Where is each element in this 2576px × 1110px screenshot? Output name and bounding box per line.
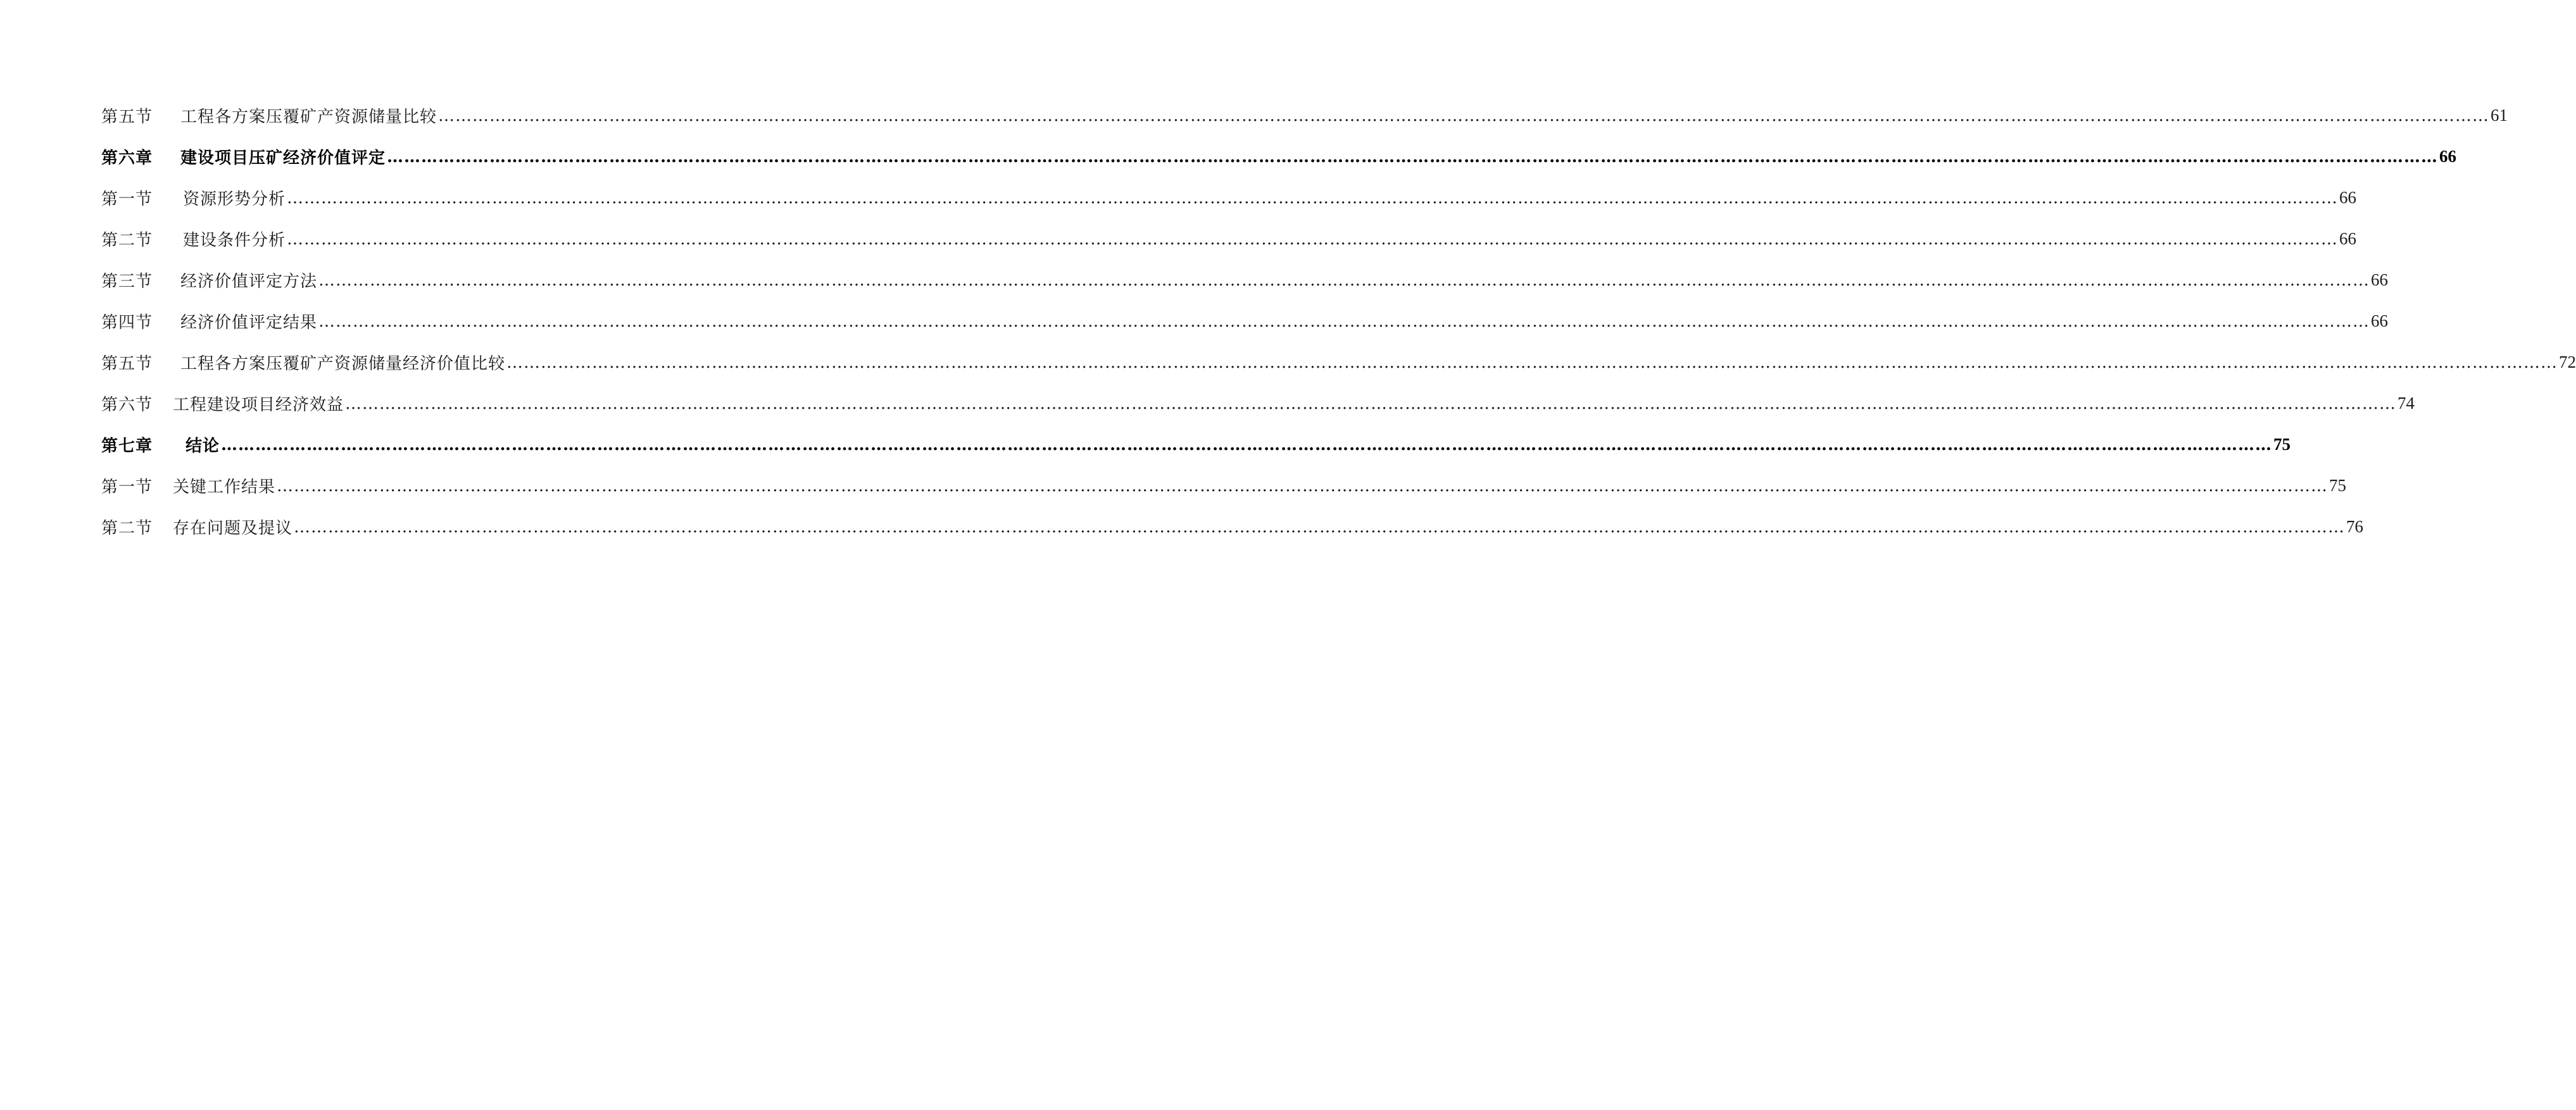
toc-entry-label: 第七章 [101, 437, 153, 456]
toc-dot-leader: ……………………………………………………………………………………………………………………………………………………………………………………………………………………………………………………………………………………………………………………………… [345, 394, 2397, 413]
toc-entry-title: 工程建设项目经济效益 [173, 396, 344, 415]
toc-entry-page-number: 74 [2397, 394, 2415, 413]
toc-entry-page-number: 61 [2491, 106, 2508, 125]
toc-entry-page-number: 66 [2371, 270, 2389, 289]
toc-entry-label: 第五节 [101, 108, 153, 127]
toc-section-entry [101, 218, 2357, 259]
toc-entry-label: 第一节 [101, 190, 153, 209]
toc-entry-title: 关键工作结果 [173, 478, 276, 497]
toc-entry-label: 第六章 [101, 149, 153, 168]
toc-dot-leader: ……………………………………………………………………………………………………………………………………………………………………………………………………………………………………………………………………………………………………………………………… [438, 106, 2490, 125]
toc-entry-label: 第五节 [101, 354, 153, 373]
toc-entry-label: 第一节 [101, 478, 153, 497]
toc-chapter-entry [101, 424, 2291, 465]
toc-section-entry [101, 301, 2389, 342]
toc-entry-page-number: 75 [2273, 435, 2291, 454]
toc-dot-leader: ……………………………………………………………………………………………………………………………………………………………………………………………………………………………………………………………………………………………………………………………… [294, 517, 2346, 537]
toc-section-entry [101, 177, 2357, 218]
toc-section-entry [101, 506, 2364, 547]
toc-dot-leader: ……………………………………………………………………………………………………………………………………………………………………………………………………………………………………………………………………………………………………………………………… [506, 352, 2558, 372]
toc-entry-page-number: 66 [2371, 311, 2389, 330]
toc-dot-leader: ……………………………………………………………………………………………………………………………………………………………………………………………………………………………………………………………………………………………………………………………… [387, 147, 2439, 166]
toc-entry-title: 经济价值评定方法 [180, 272, 318, 291]
toc-entry-page-number: 72 [2559, 352, 2576, 371]
toc-entry-title: 建设项目压矿经济价值评定 [180, 149, 386, 168]
toc-dot-leader: ……………………………………………………………………………………………………………………………………………………………………………………………………………………………………………………………………………………………………………………………… [277, 476, 2328, 496]
toc-section-entry [101, 95, 2508, 136]
toc-entry-page-number: 66 [2339, 188, 2357, 207]
toc-entry-page-number: 75 [2329, 476, 2347, 495]
toc-entry-page-number: 66 [2439, 147, 2457, 166]
toc-section-entry [101, 259, 2389, 301]
toc-entry-title: 工程各方案压覆矿产资源储量比较 [180, 108, 437, 127]
toc-entry-title: 资源形势分析 [183, 190, 286, 209]
toc-entry-title: 存在问题及提议 [173, 519, 293, 538]
toc-dot-leader: ……………………………………………………………………………………………………………………………………………………………………………………………………………………………………………………………………………………………………………………………… [318, 270, 2370, 290]
toc-entry-title: 结论 [185, 437, 220, 456]
table-of-contents [101, 95, 2576, 547]
toc-entry-label: 第四节 [101, 313, 153, 332]
toc-entry-label: 第二节 [101, 519, 153, 538]
toc-entry-page-number: 76 [2346, 517, 2364, 536]
toc-section-entry [101, 465, 2347, 506]
toc-entry-label: 第三节 [101, 272, 153, 291]
toc-entry-title: 经济价值评定结果 [180, 313, 318, 332]
toc-entry-title: 建设条件分析 [183, 231, 286, 250]
toc-dot-leader: ……………………………………………………………………………………………………………………………………………………………………………………………………………………………………………………………………………………………………………………………… [318, 311, 2370, 331]
toc-dot-leader: ……………………………………………………………………………………………………………………………………………………………………………………………………………………………………………………………………………………………………………………………… [221, 435, 2273, 454]
toc-chapter-entry [101, 136, 2457, 177]
toc-dot-leader: ……………………………………………………………………………………………………………………………………………………………………………………………………………………………………………………………………………………………………………………………… [287, 188, 2339, 208]
toc-entry-label: 第六节 [101, 396, 153, 415]
toc-entry-page-number: 66 [2339, 229, 2357, 248]
toc-entry-title: 工程各方案压覆矿产资源储量经济价值比较 [180, 354, 506, 373]
toc-section-entry [101, 342, 2576, 383]
toc-entry-label: 第二节 [101, 231, 153, 250]
toc-dot-leader: ……………………………………………………………………………………………………………………………………………………………………………………………………………………………………………………………………………………………………………………………… [287, 229, 2339, 249]
toc-section-entry [101, 383, 2415, 424]
